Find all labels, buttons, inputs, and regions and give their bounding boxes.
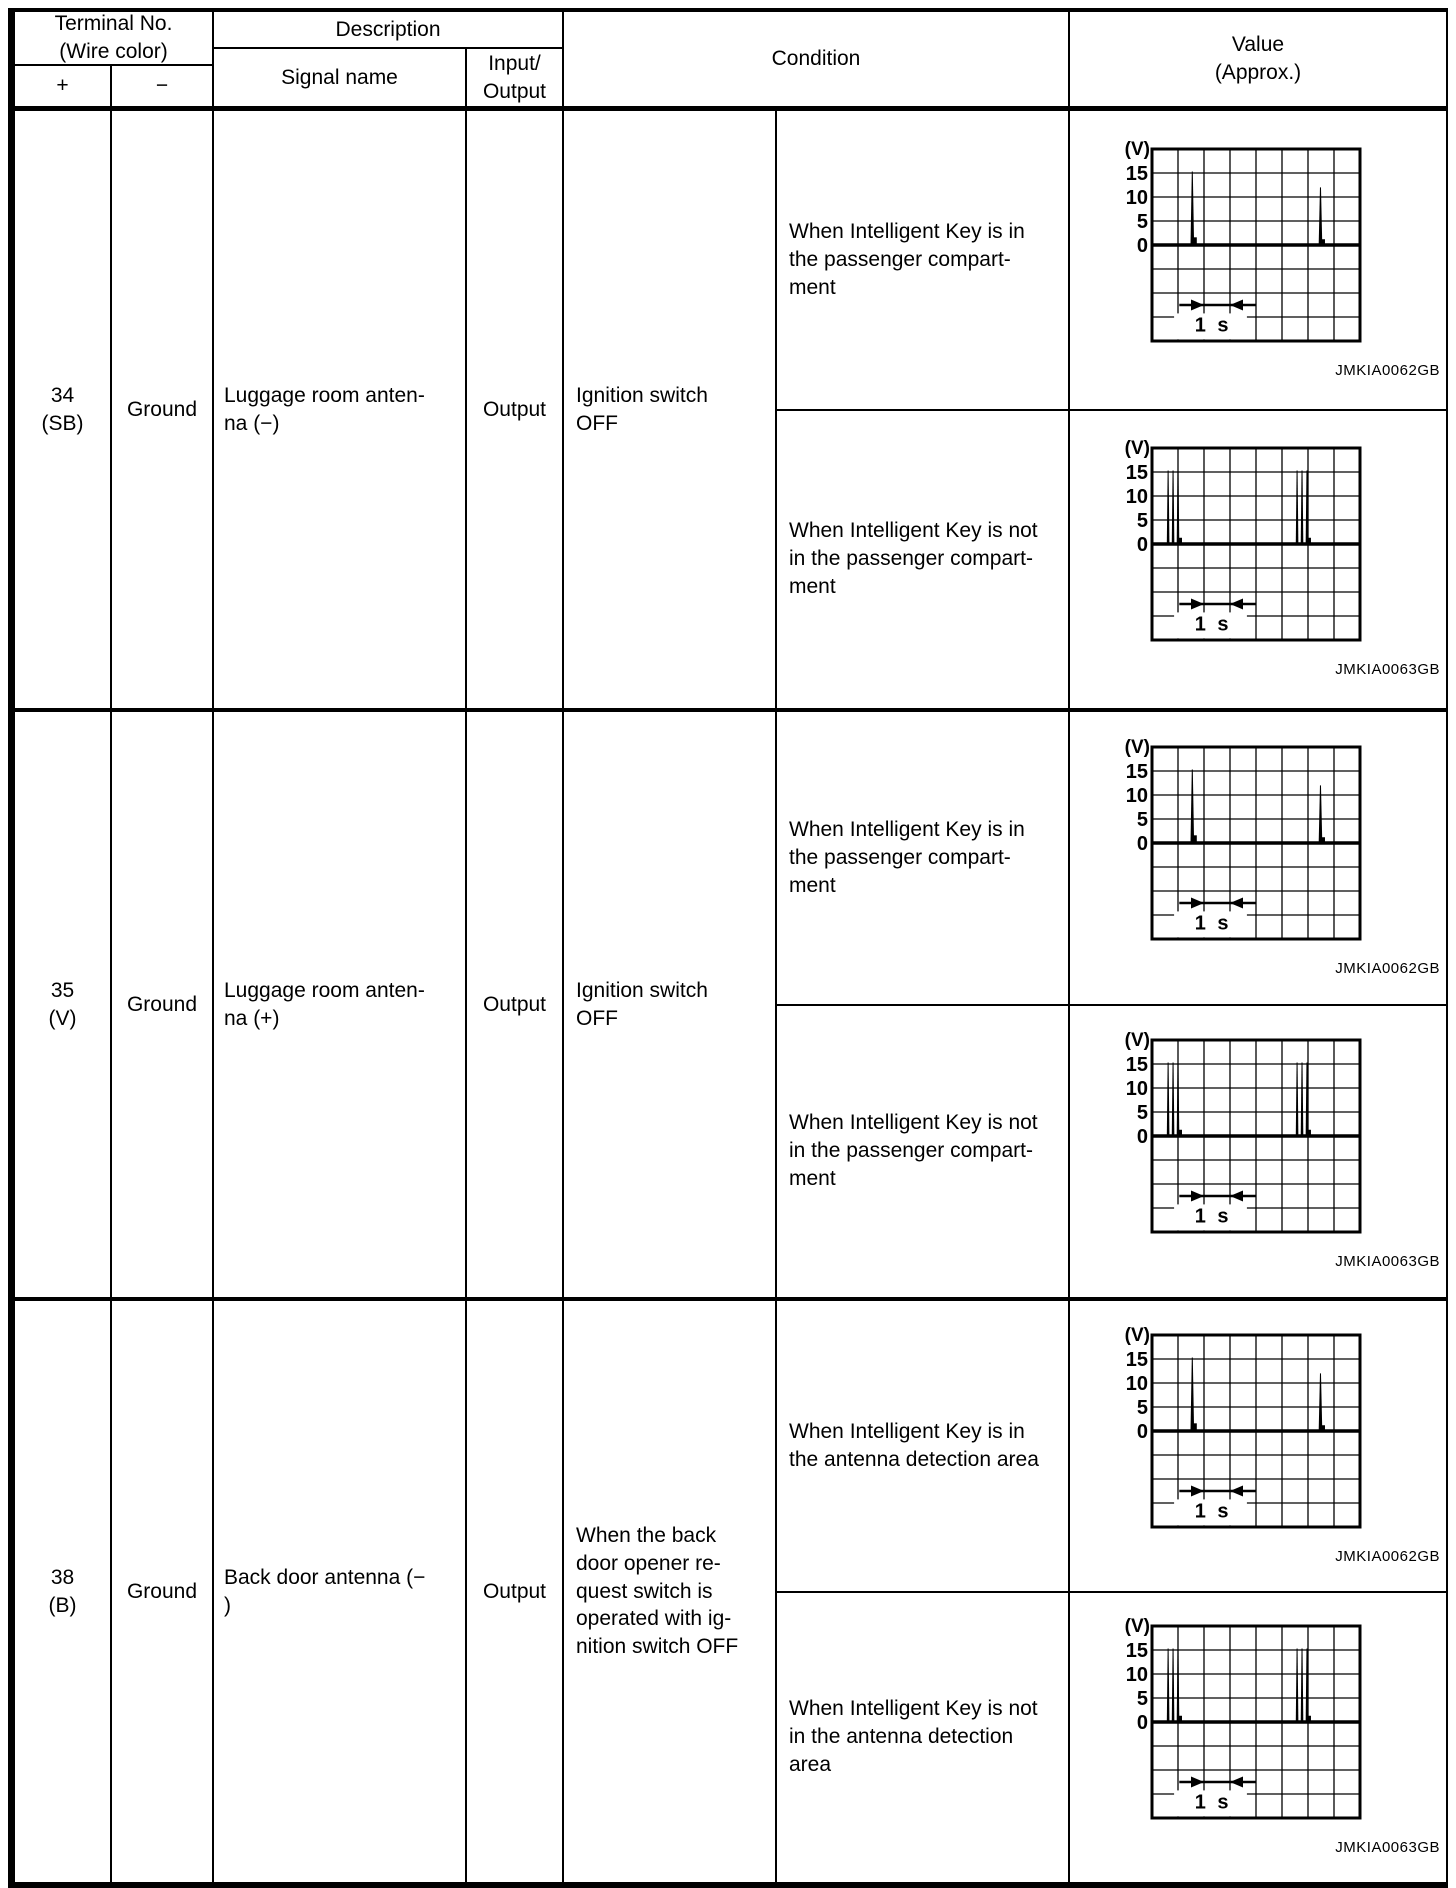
plus-header: + <box>15 66 112 106</box>
svg-text:(V): (V) <box>1124 1618 1150 1638</box>
svg-text:1 s: 1 s <box>1194 1205 1232 1228</box>
table-header <box>15 12 1446 111</box>
svg-text:15: 15 <box>1125 1640 1148 1663</box>
svg-text:0: 0 <box>1136 234 1148 257</box>
condition-sub-cell: When Intelligent Key is not in the antenna detection area <box>777 1593 1070 1883</box>
waveform-figure <box>1070 1618 1446 1856</box>
figure-code: JMKIA0062GB <box>1335 361 1440 379</box>
oscilloscope-waveform-chart <box>1108 141 1364 352</box>
condition-value-group <box>777 111 1446 708</box>
terminal-reference-table <box>8 8 1448 1888</box>
input-output-cell: Output <box>467 712 564 1297</box>
svg-text:(V): (V) <box>1124 1032 1150 1052</box>
figure-code: JMKIA0063GB <box>1335 1839 1440 1857</box>
svg-text:0: 0 <box>1136 1712 1148 1735</box>
svg-text:5: 5 <box>1136 1396 1148 1419</box>
value-cell <box>1070 1301 1446 1591</box>
description-header: Description <box>214 12 562 49</box>
value-cell <box>1070 1593 1446 1883</box>
oscilloscope-waveform-chart <box>1108 739 1364 950</box>
value-header: Value (Approx.) <box>1214 33 1302 84</box>
condition-sub-row <box>777 1593 1446 1883</box>
condition-value-group <box>777 1301 1446 1882</box>
figure-code: JMKIA0063GB <box>1335 661 1440 679</box>
waveform-figure <box>1070 1032 1446 1270</box>
terminal-no-cell: 35 (V) <box>15 712 112 1297</box>
svg-text:0: 0 <box>1136 1420 1148 1443</box>
value-cell <box>1070 411 1446 709</box>
minus-header: − <box>155 74 169 98</box>
oscilloscope-waveform-chart <box>1108 440 1364 651</box>
figure-code: JMKIA0062GB <box>1335 1547 1440 1565</box>
svg-text:5: 5 <box>1136 1688 1148 1711</box>
svg-text:10: 10 <box>1125 486 1148 509</box>
condition-main-cell: Ignition switch OFF <box>564 111 777 708</box>
wire-minus-cell: Ground <box>112 111 214 708</box>
signal-name-cell: Back door antenna (− ) <box>214 1301 467 1882</box>
value-cell <box>1070 712 1446 1004</box>
condition-main-cell: When the back door opener re- quest switch is operated with ig- nition switch OFF <box>564 1301 777 1882</box>
svg-text:5: 5 <box>1136 808 1148 831</box>
svg-text:1 s: 1 s <box>1194 314 1232 337</box>
condition-sub-row <box>777 411 1446 709</box>
terminal-header-group <box>15 12 214 106</box>
table-row <box>15 712 1446 1301</box>
input-output-header: Input/ Output <box>482 51 547 103</box>
value-cell <box>1070 1006 1446 1298</box>
wire-minus-cell: Ground <box>112 1301 214 1882</box>
terminal-no-header: Terminal No. (Wire color) <box>15 12 212 66</box>
polarity-header-row <box>15 66 212 106</box>
svg-text:1 s: 1 s <box>1194 912 1232 935</box>
condition-sub-cell: When Intelligent Key is in the passenger compart- ment <box>777 712 1070 1004</box>
table-row <box>15 1301 1446 1882</box>
svg-text:10: 10 <box>1125 186 1148 209</box>
figure-code: JMKIA0062GB <box>1335 959 1440 977</box>
svg-text:5: 5 <box>1136 1102 1148 1125</box>
svg-text:(V): (V) <box>1124 1326 1150 1346</box>
input-output-cell: Output <box>467 111 564 708</box>
svg-text:5: 5 <box>1136 210 1148 233</box>
wire-minus-cell: Ground <box>112 712 214 1297</box>
svg-text:15: 15 <box>1125 1348 1148 1371</box>
value-cell <box>1070 111 1446 409</box>
signal-name-cell: Luggage room anten- na (−) <box>214 111 467 708</box>
figure-code: JMKIA0063GB <box>1335 1253 1440 1271</box>
svg-text:10: 10 <box>1125 784 1148 807</box>
condition-sub-cell: When Intelligent Key is not in the passenger compart- ment <box>777 1006 1070 1298</box>
condition-value-group <box>777 712 1446 1297</box>
svg-text:15: 15 <box>1125 462 1148 485</box>
waveform-figure <box>1070 1327 1446 1565</box>
description-header-group <box>214 12 564 106</box>
svg-text:(V): (V) <box>1124 738 1150 758</box>
svg-text:(V): (V) <box>1124 440 1150 460</box>
svg-text:15: 15 <box>1125 760 1148 783</box>
svg-text:10: 10 <box>1125 1372 1148 1395</box>
condition-sub-row <box>777 1006 1446 1298</box>
svg-text:15: 15 <box>1125 1054 1148 1077</box>
input-output-cell: Output <box>467 1301 564 1882</box>
svg-text:0: 0 <box>1136 1126 1148 1149</box>
condition-sub-row <box>777 111 1446 411</box>
svg-text:10: 10 <box>1125 1078 1148 1101</box>
condition-sub-row <box>777 1301 1446 1593</box>
signal-name-header: Signal name <box>214 49 467 106</box>
svg-text:10: 10 <box>1125 1664 1148 1687</box>
svg-text:0: 0 <box>1136 534 1148 557</box>
svg-text:1 s: 1 s <box>1194 613 1232 636</box>
waveform-figure <box>1070 440 1446 678</box>
oscilloscope-waveform-chart <box>1108 1327 1364 1538</box>
condition-sub-row <box>777 712 1446 1006</box>
terminal-no-cell: 34 (SB) <box>15 111 112 708</box>
svg-text:0: 0 <box>1136 832 1148 855</box>
condition-sub-cell: When Intelligent Key is in the antenna detection area <box>777 1301 1070 1591</box>
condition-header: Condition <box>564 12 1070 106</box>
svg-text:1 s: 1 s <box>1194 1500 1232 1523</box>
signal-name-cell: Luggage room anten- na (+) <box>214 712 467 1297</box>
svg-text:(V): (V) <box>1124 140 1150 160</box>
oscilloscope-waveform-chart <box>1108 1618 1364 1829</box>
waveform-figure <box>1070 141 1446 379</box>
condition-main-cell: Ignition switch OFF <box>564 712 777 1297</box>
condition-sub-cell: When Intelligent Key is in the passenger compart- ment <box>777 111 1070 409</box>
description-sub-row <box>214 49 562 106</box>
oscilloscope-waveform-chart <box>1108 1032 1364 1243</box>
terminal-no-cell: 38 (B) <box>15 1301 112 1882</box>
svg-text:1 s: 1 s <box>1194 1791 1232 1814</box>
waveform-figure <box>1070 739 1446 977</box>
svg-text:15: 15 <box>1125 162 1148 185</box>
condition-sub-cell: When Intelligent Key is not in the passenger compart- ment <box>777 411 1070 709</box>
table-row <box>15 111 1446 712</box>
svg-text:5: 5 <box>1136 510 1148 533</box>
